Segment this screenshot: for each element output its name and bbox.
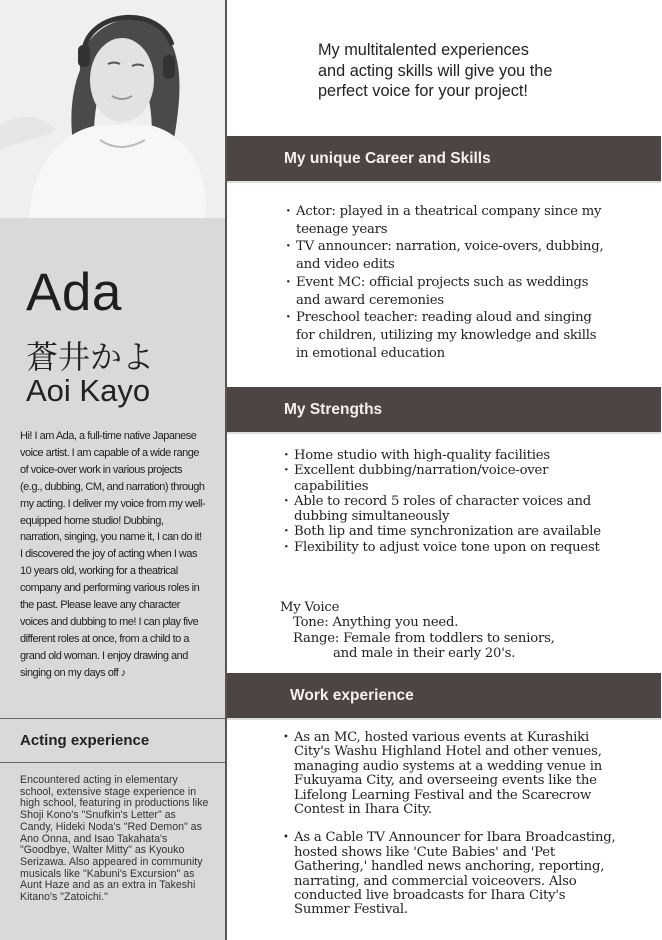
work-item: • As a Cable TV Announcer for Ibara Broadcasting, hosted shows like 'Cute Babies' and 'Pet Gathering,' handled news anchoring, reporting, narrating, and commercial voiceovers. Also conducted live broadcasts for Ihara City's Summer Festival. [283, 831, 623, 917]
strength-item: · Flexibility to adjust voice tone upon on request [284, 540, 624, 555]
profile-name-romaji: Aoi Kayo [26, 373, 151, 408]
profile-name: Ada [26, 263, 122, 322]
my-voice-block [280, 600, 640, 661]
tagline-line: My multitalented experiences [318, 41, 529, 59]
career-item: · Preschool teacher: reading aloud and singing for children, utilizing my knowledge and skills in emotional education [286, 309, 606, 362]
profile-sidebar [0, 0, 227, 940]
career-heading: My unique Career and Skills [284, 150, 491, 167]
profile-bio: Hi! I am Ada, a full-time native Japanese voice artist. I am capable of a wide range of voice-over work in various projects (e.g., dubbing, CM, and narration) through my acting. I deliver my voice from my well-equipped home studio! Dubbing, narration, singing, you name it, I can do it! I discovered the joy of acting when I was 10 years old, working for a theatrical company and performing various roles in the past. Please leave any character voices and dubbing to me! I can play five different roles at once, from a child to a grand old woman. I enjoy drawing and singing on my days off ♪ [20, 430, 206, 679]
voice-tone: Tone: Anything you need. [293, 615, 459, 631]
strength-item: · Both lip and time synchronization are available [284, 524, 624, 539]
career-item: · Event MC: official projects such as weddings and award ceremonies [286, 274, 606, 309]
work-heading: Work experience [290, 687, 414, 704]
strengths-list [284, 448, 624, 555]
acting-experience-heading: Acting experience [20, 732, 150, 749]
strength-item: · Home studio with high-quality facilities [284, 448, 624, 463]
tagline-line: perfect voice for your project! [318, 82, 528, 101]
profile-photo [0, 0, 225, 218]
tagline [318, 40, 618, 102]
work-list [283, 731, 623, 932]
strengths-heading: My Strengths [284, 401, 383, 418]
strengths-section-header [227, 387, 661, 434]
profile-name-japanese: 蒼井かよ [26, 338, 155, 376]
strength-item: · Able to record 5 roles of character voices and dubbing simultaneously [284, 494, 624, 525]
career-section-header [227, 136, 661, 183]
voice-range: Range: Female from toddlers to seniors, [293, 630, 555, 646]
acting-experience-text: Encountered acting in elementary school, extensive stage experience in high school, featuring in productions like Shoji Kono's "Snufkin's Letter" as Candy, Hideki Noda's "Red Demon" as Ano Onna, and Isao Takahata's "Goodbye, Walter Mitty" as Kyouko Serizawa. Also appeared in community musicals like "Kabuni's Excursion" as Aunt Haze and as an extra in Takeshi Kitano's "Zatoichi." [20, 774, 209, 904]
divider [0, 718, 225, 719]
work-section-header [227, 673, 661, 720]
tagline-line: and acting skills will give you the [318, 61, 553, 80]
portrait-photo-icon [0, 0, 225, 218]
my-voice-title: My Voice [280, 600, 340, 615]
work-item: • As an MC, hosted various events at Kurashiki City's Washu Highland Hotel and other venues, managing audio systems at a wedding venue in Fukuyama City, and overseeing events like the Lifelong Learning Festival and the Scarecrow Contest in Ihara City. [283, 731, 623, 817]
career-list [286, 203, 606, 362]
voice-range-continued: and male in their early 20's. [333, 645, 516, 661]
strength-item: · Excellent dubbing/narration/voice-over capabilities [284, 463, 624, 494]
divider [0, 762, 225, 763]
career-item: · Actor: played in a theatrical company since my teenage years [286, 203, 606, 238]
career-item: · TV announcer: narration, voice-overs, dubbing, and video edits [286, 238, 606, 273]
